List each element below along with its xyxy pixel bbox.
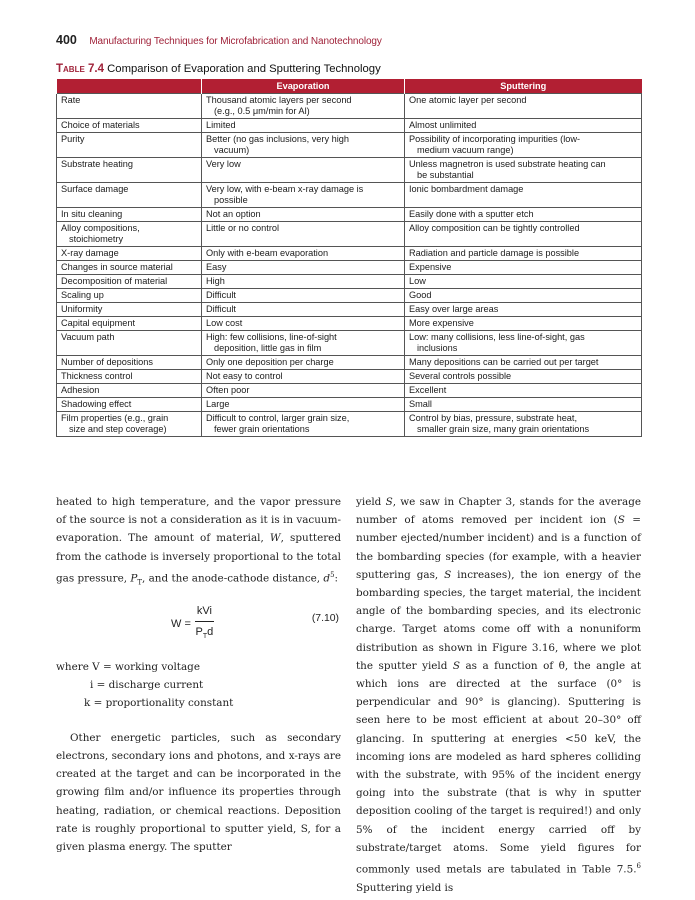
cell-evaporation: Large: [202, 398, 405, 412]
running-header: [56, 31, 382, 49]
right-text-column: [356, 493, 641, 897]
cell-aspect: Uniformity: [57, 303, 202, 317]
table-row: [57, 370, 642, 384]
table-row: [57, 412, 642, 437]
cell-evaporation: Often poor: [202, 384, 405, 398]
cell-evaporation: Not an option: [202, 208, 405, 222]
cell-evaporation: Not easy to control: [202, 370, 405, 384]
body-paragraph-2: Other energetic particles, such as secondary electrons, secondary ions and photons, and x-rays are created at the target and can be incorporated in the growing film and/or influence its properties through heating, radiation, or chemical reactions. Deposition rate is roughly proportional to sputter yield, S, for a given plasma energy. The sputter: [56, 731, 341, 853]
table-row: [57, 119, 642, 133]
cell-aspect: Choice of materials: [57, 119, 202, 133]
cell-aspect: X-ray damage: [57, 247, 202, 261]
cell-evaporation: Very low, with e-beam x-ray damage is possible: [202, 183, 405, 208]
cell-evaporation: Low cost: [202, 317, 405, 331]
cell-sputtering: Many depositions can be carried out per target: [405, 356, 642, 370]
cell-evaporation: High: [202, 275, 405, 289]
table-row: [57, 133, 642, 158]
cell-sputtering: Easy over large areas: [405, 303, 642, 317]
cell-sputtering: Almost unlimited: [405, 119, 642, 133]
equation-7-10: [56, 598, 341, 658]
cell-sputtering: Unless magnetron is used substrate heating can be substantial: [405, 158, 642, 183]
cell-evaporation: Difficult: [202, 303, 405, 317]
cell-evaporation: Difficult to control, larger grain size, fewer grain orientations: [202, 412, 405, 437]
table-row: [57, 222, 642, 247]
book-title: Manufacturing Techniques for Microfabrication and Nanotechnology: [89, 36, 382, 47]
table-row: [57, 158, 642, 183]
definition-i: i = discharge current: [90, 678, 204, 691]
cell-aspect: Number of depositions: [57, 356, 202, 370]
cell-evaporation: Thousand atomic layers per second (e.g., 0.5 μm/min for Al): [202, 94, 405, 119]
cell-evaporation: Easy: [202, 261, 405, 275]
cell-aspect: Alloy compositions, stoichiometry: [57, 222, 202, 247]
cell-evaporation: Limited: [202, 119, 405, 133]
cell-evaporation: Little or no control: [202, 222, 405, 247]
table-row: [57, 208, 642, 222]
cell-evaporation: Only one deposition per charge: [202, 356, 405, 370]
table-row: [57, 247, 642, 261]
cell-sputtering: More expensive: [405, 317, 642, 331]
definition-k: k = proportionality constant: [84, 697, 234, 710]
cell-aspect: Substrate heating: [57, 158, 202, 183]
variable-definitions: [56, 658, 341, 713]
cell-aspect: Purity: [57, 133, 202, 158]
header-sputtering: Sputtering: [405, 79, 642, 94]
table-row: [57, 261, 642, 275]
table-row: [57, 317, 642, 331]
table-label: Table 7.4: [56, 63, 104, 75]
cell-sputtering: Radiation and particle damage is possible: [405, 247, 642, 261]
cell-evaporation: Difficult: [202, 289, 405, 303]
table-title: Comparison of Evaporation and Sputtering Technology: [107, 63, 381, 75]
cell-sputtering: Good: [405, 289, 642, 303]
equation-denominator: $P_Td$: [195, 625, 214, 640]
cell-sputtering: Alloy composition can be tightly controlled: [405, 222, 642, 247]
table-row: [57, 331, 642, 356]
cell-aspect: Shadowing effect: [57, 398, 202, 412]
table-row: [57, 289, 642, 303]
table-caption: [56, 63, 381, 75]
page-number: 400: [56, 33, 77, 47]
cell-aspect: Capital equipment: [57, 317, 202, 331]
cell-evaporation: Better (no gas inclusions, very high vacuum): [202, 133, 405, 158]
cell-aspect: Changes in source material: [57, 261, 202, 275]
cell-aspect: Scaling up: [57, 289, 202, 303]
equation-lhs: W =: [171, 617, 191, 630]
cell-evaporation: Very low: [202, 158, 405, 183]
table-row: [57, 183, 642, 208]
table-row: [57, 356, 642, 370]
cell-sputtering: Excellent: [405, 384, 642, 398]
cell-sputtering: Several controls possible: [405, 370, 642, 384]
cell-sputtering: Ionic bombardment damage: [405, 183, 642, 208]
body-paragraph-1: heated to high temperature, and the vapor pressure of the source is not a consideration as it is in vacuum-evaporation. The amount of material, W, sputtered from the cathode is inversely proportional to the total gas pressure, $P_T$, and the anode-cathode distance, $d^5$:: [56, 496, 341, 587]
cell-aspect: Film properties (e.g., grain size and step coverage): [57, 412, 202, 437]
table-header-row: [57, 79, 642, 94]
cell-evaporation: Only with e-beam evaporation: [202, 247, 405, 261]
cell-sputtering: Low: [405, 275, 642, 289]
equation-numerator: kVi: [195, 602, 214, 622]
cell-sputtering: One atomic layer per second: [405, 94, 642, 119]
left-text-column: [56, 493, 341, 856]
cell-sputtering: Possibility of incorporating impurities (low- medium vacuum range): [405, 133, 642, 158]
table-row: [57, 398, 642, 412]
header-evaporation: Evaporation: [202, 79, 405, 94]
definition-v: where V = working voltage: [56, 660, 200, 673]
header-blank: [57, 79, 202, 94]
cell-evaporation: High: few collisions, line-of-sight deposition, little gas in film: [202, 331, 405, 356]
cell-sputtering: Low: many collisions, less line-of-sight, gas inclusions: [405, 331, 642, 356]
comparison-table: [56, 79, 642, 437]
cell-aspect: Vacuum path: [57, 331, 202, 356]
table-row: [57, 275, 642, 289]
cell-aspect: Adhesion: [57, 384, 202, 398]
cell-aspect: Thickness control: [57, 370, 202, 384]
body-paragraph-3: yield S, we saw in Chapter 3, stands for the average number of atoms removed per incident ion (S = number ejected/number incident) and is a function of the bombarding species (for example, with a heavier sputtering gas, S increases), the ion energy of the bombarding species, the target material, the incident angle of the bombarding species, and its electronic charge. Target atoms come off with a nonuniform distribution as shown in Figure 3.16, where we plot the sputter yield S as a function of θ, the angle at which ions are directed at the surface (0° is perpendicular and 90° is glancing). Sputtering is seen here to be most efficient at about 20–30° off glancing. In sputtering at energies <50 keV, the incoming ions are modeled as hard spheres colliding with the substrate, with 95% of the incident energy going into the substrate (that is why in sputter deposition cooling of the target is required!) and only 5% of the incident energy carried off by substrate/target atoms. Some yield figures for commonly used metals are tabulated in Table 7.5.$^6$ Sputtering yield is: [356, 496, 641, 894]
table-row: [57, 94, 642, 119]
equation-number: (7.10): [311, 612, 339, 624]
table-row: [57, 303, 642, 317]
cell-sputtering: Small: [405, 398, 642, 412]
cell-aspect: Surface damage: [57, 183, 202, 208]
table-row: [57, 384, 642, 398]
cell-sputtering: Expensive: [405, 261, 642, 275]
cell-aspect: Decomposition of material: [57, 275, 202, 289]
cell-sputtering: Control by bias, pressure, substrate heat, smaller grain size, many grain orientations: [405, 412, 642, 437]
cell-sputtering: Easily done with a sputter etch: [405, 208, 642, 222]
cell-aspect: In situ cleaning: [57, 208, 202, 222]
cell-aspect: Rate: [57, 94, 202, 119]
